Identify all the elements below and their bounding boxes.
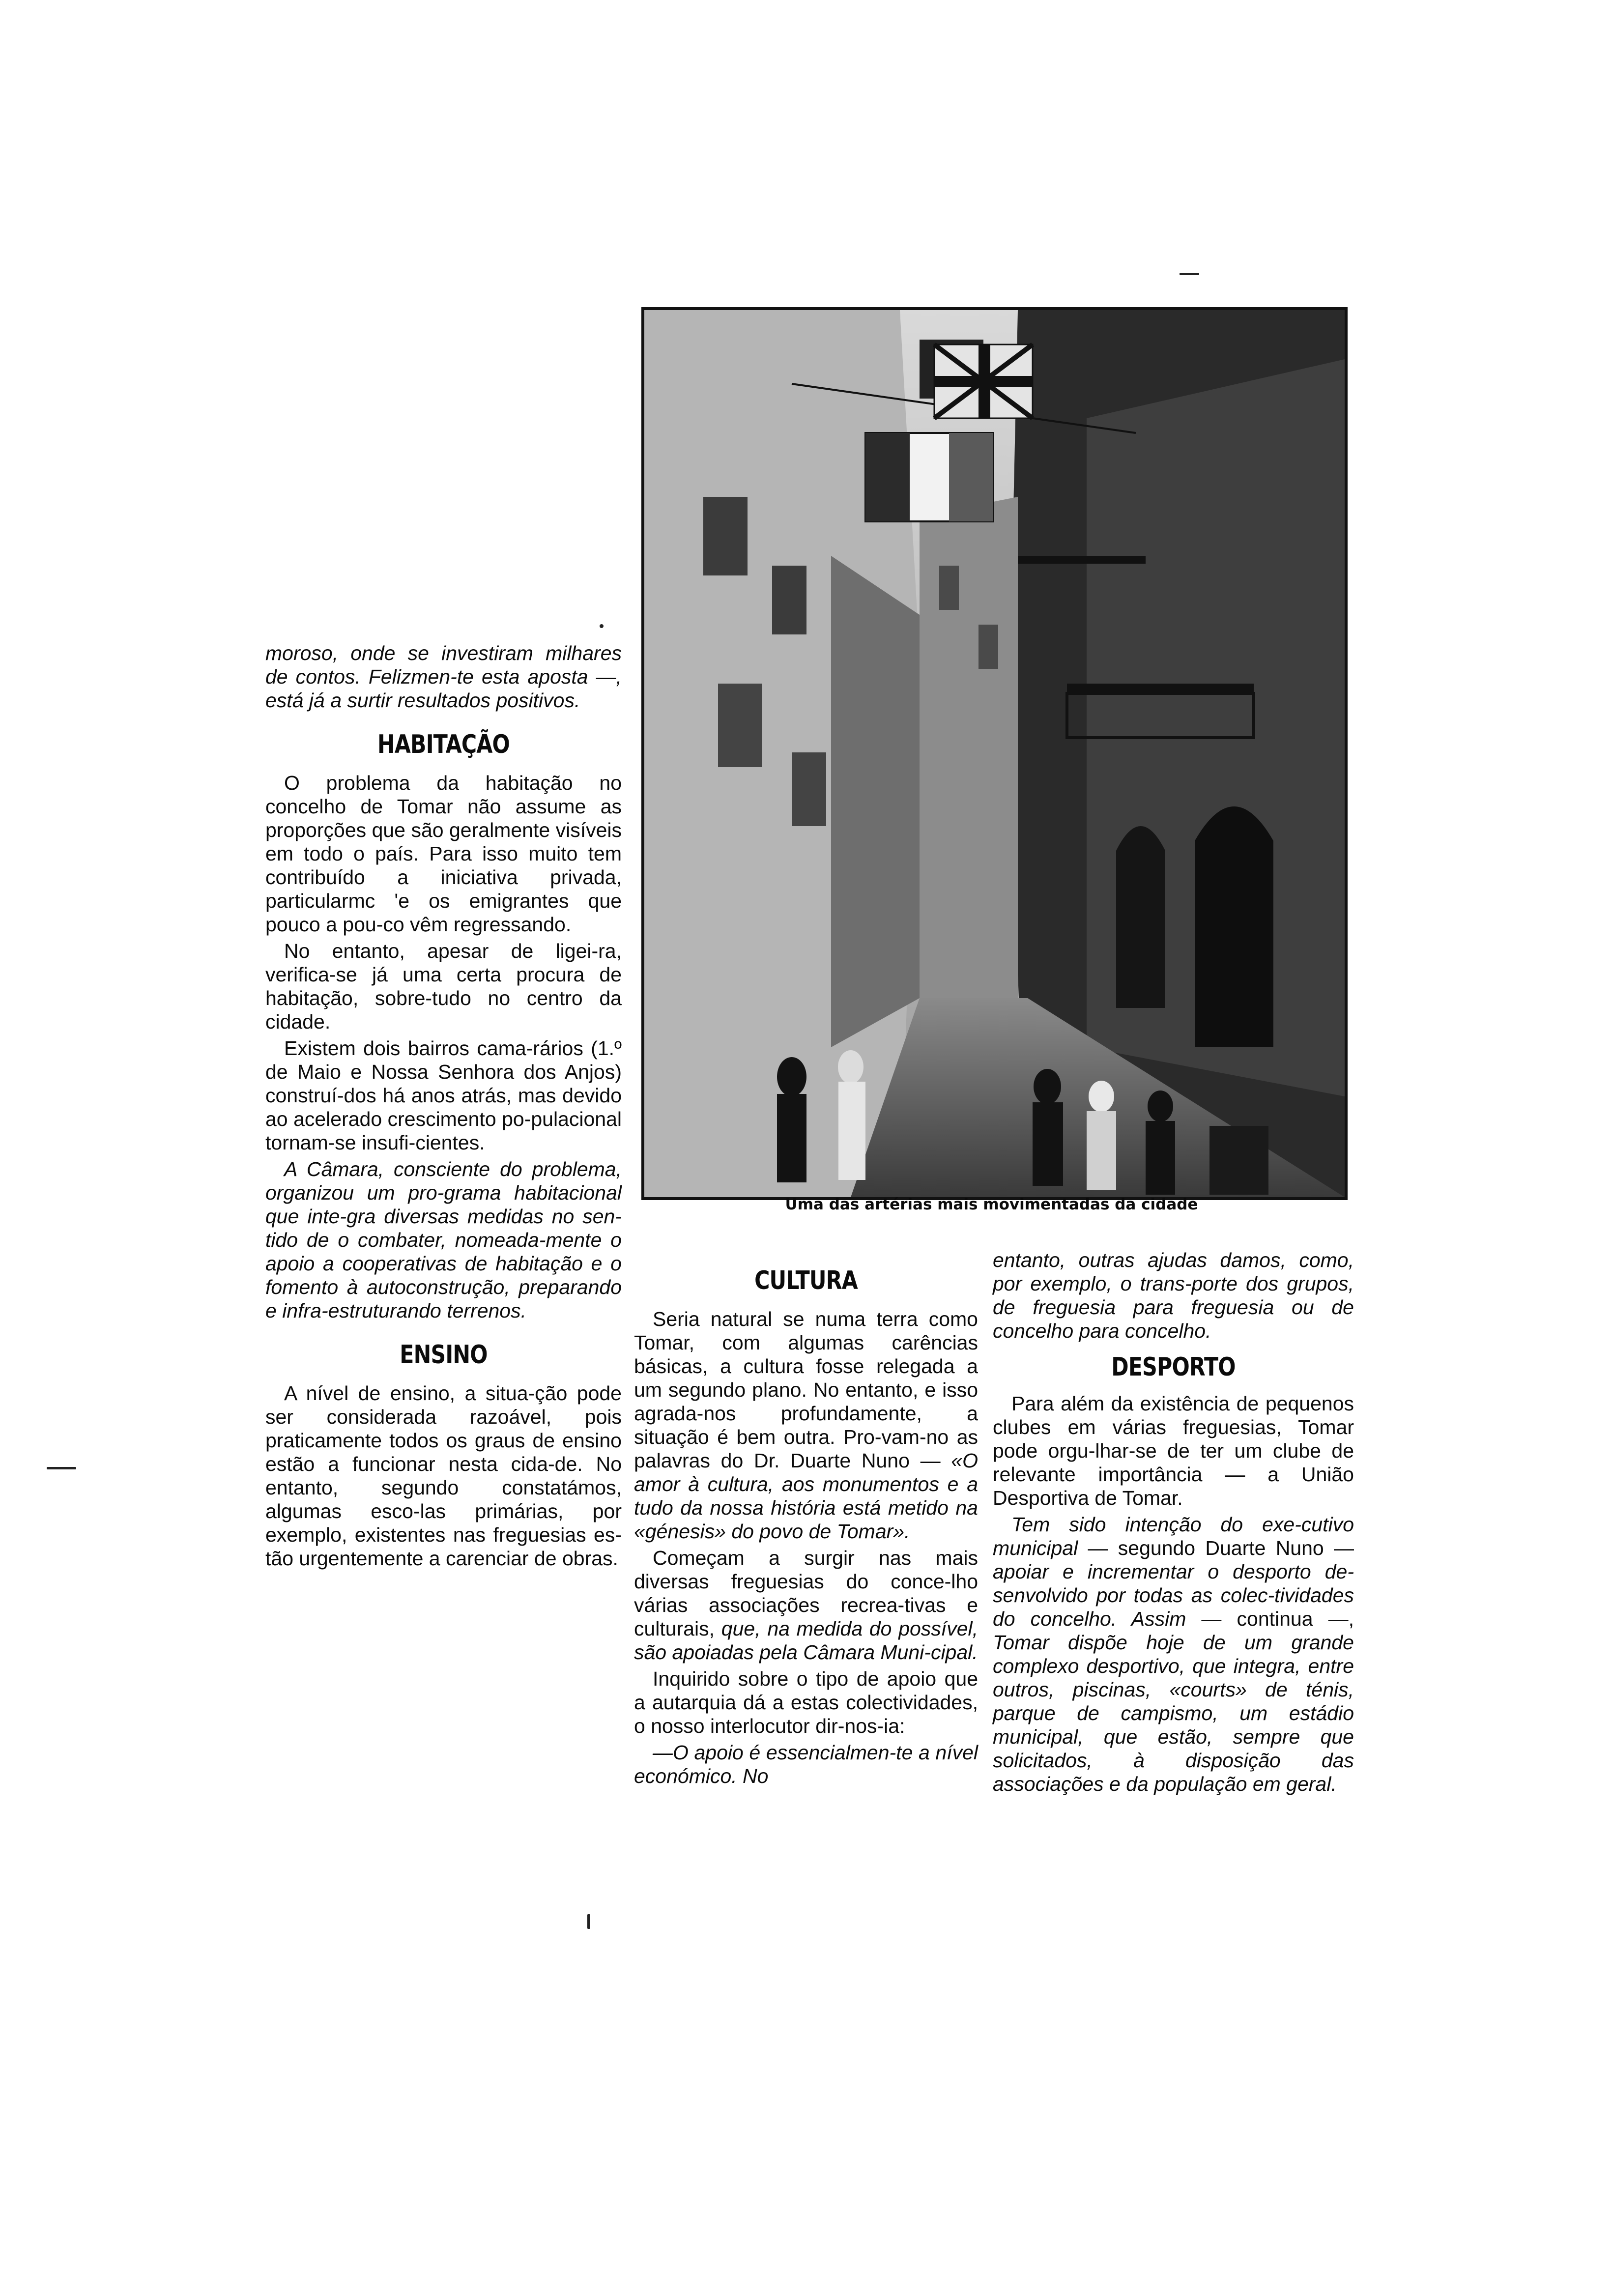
cultura-quote: «O amor à cultura, aos monumentos e a tudo da nossa história está metido na «génesis» do povo de Tomar». xyxy=(634,1449,978,1543)
habitacao-paragraph-4: A Câmara, consciente do problema, organizou um pro-grama habitacional que inte-gra diversas medidas no sen-tido de o combater, nomeada-mente o apoio a cooperativas de habitação e o fomento à autoconstrução, preparando e infra-estruturando terrenos. xyxy=(265,1158,622,1322)
habitacao-paragraph-2: No entanto, apesar de ligei-ra, verifica-se já uma certa procura de habitação, sobre-tudo no centro da cidade. xyxy=(265,940,622,1033)
scan-speck xyxy=(47,1467,76,1469)
cultura-paragraph-2-lead: Começam a surgir nas mais diversas freguesias do conce-lho várias associações recrea-tivas e culturais, xyxy=(634,1547,978,1640)
scan-speck xyxy=(600,624,604,628)
cultura-paragraph-2 xyxy=(634,1546,978,1664)
street-photo-drawing xyxy=(644,310,1345,1197)
desporto-paragraph-2-d: — continua —, xyxy=(1186,1607,1354,1630)
cultura-paragraph-1-lead: Seria natural se numa terra como Tomar, com algumas carências básicas, a cultura fosse relegada a um segundo plano. No entanto, e isso agrada-nos profundamente, a situação é bem outra. Pro-vam-no as palavras do Dr. Duarte Nuno — xyxy=(634,1308,978,1472)
desporto-paragraph-2-e: Tomar dispõe hoje de um grande complexo desportivo, que integra, entre outros, piscinas, «courts» de ténis, parque de campismo, um estádio municipal, que estão, sempre que solicitados, à disposição das associações e da população em geral. xyxy=(993,1631,1354,1795)
ensino-heading: ENSINO xyxy=(400,1340,488,1370)
desporto-paragraph-1: Para além da existência de pequenos clubes em várias freguesias, Tomar pode orgu-lhar-se de ter um clube de relevante importância — a União Desportiva de Tomar. xyxy=(993,1392,1354,1509)
cultura-paragraph-2-italic: que, na medida do possível, são apoiadas pela Câmara Muni-cipal. xyxy=(634,1617,978,1664)
desporto-paragraph-2-a: Tem sido intenção do exe-cutivo municipal xyxy=(993,1513,1354,1559)
habitacao-heading: HABITAÇÃO xyxy=(377,730,510,759)
scan-speck xyxy=(587,1914,590,1929)
column-middle xyxy=(634,1248,978,1791)
habitacao-paragraph-1: O problema da habitação no concelho de Tomar não assume as proporções que são geralmente visíveis em todo o país. Para isso muito tem contribuído a iniciativa privada, particularmc 'e os emigrantes que pouco a pou-co vêm regressando. xyxy=(265,772,622,936)
cultura-paragraph-4: —O apoio é essencialmen-te a nível económico. No xyxy=(634,1741,978,1787)
habitacao-paragraph-3: Existem dois bairros cama-rários (1.º de Maio e Nossa Senhora dos Anjos) construí-dos há anos atrás, mas devido ao acelerado crescimento po-pulacional tornam-se insufi-cientes. xyxy=(265,1037,622,1154)
desporto-paragraph-2-c: apoiar e incrementar o desporto de-senvolvido por todas as colec-tividades do concelho. Assim xyxy=(993,1560,1354,1630)
desporto-paragraph-2-b: — segundo Duarte Nuno — xyxy=(1078,1537,1354,1559)
intro-paragraph: moroso, onde se investiram milhares de contos. Felizmen-te esta aposta —, está já a surtir resultados positivos. xyxy=(265,642,622,712)
photo-caption: Uma das artérias mais movimentadas da cidade xyxy=(785,1196,1198,1213)
column-right xyxy=(993,1248,1354,1799)
cultura-paragraph-1 xyxy=(634,1307,978,1543)
desporto-heading: DESPORTO xyxy=(1111,1352,1236,1382)
column-left xyxy=(265,641,622,1573)
desporto-paragraph-2 xyxy=(993,1513,1354,1796)
street-photo xyxy=(641,307,1348,1200)
scan-speck xyxy=(1180,273,1199,275)
cultura-continuation: entanto, outras ajudas damos, como, por exemplo, o trans-porte dos grupos, de freguesia para freguesia ou de concelho para concelho. xyxy=(993,1249,1354,1342)
cultura-heading: CULTURA xyxy=(754,1266,858,1295)
ensino-paragraph-1: A nível de ensino, a situa-ção pode ser considerada razoável, pois praticamente todos os graus de ensino estão a funcionar nesta cida-de. No entanto, segundo constatámos, algumas esco-las primárias, por exemplo, existentes nas freguesias es-tão urgentemente a carenciar de obras. xyxy=(265,1382,622,1570)
cultura-paragraph-3: Inquirido sobre o tipo de apoio que a autarquia dá a estas colectividades, o nosso interlocutor dir-nos-ia: xyxy=(634,1667,978,1737)
